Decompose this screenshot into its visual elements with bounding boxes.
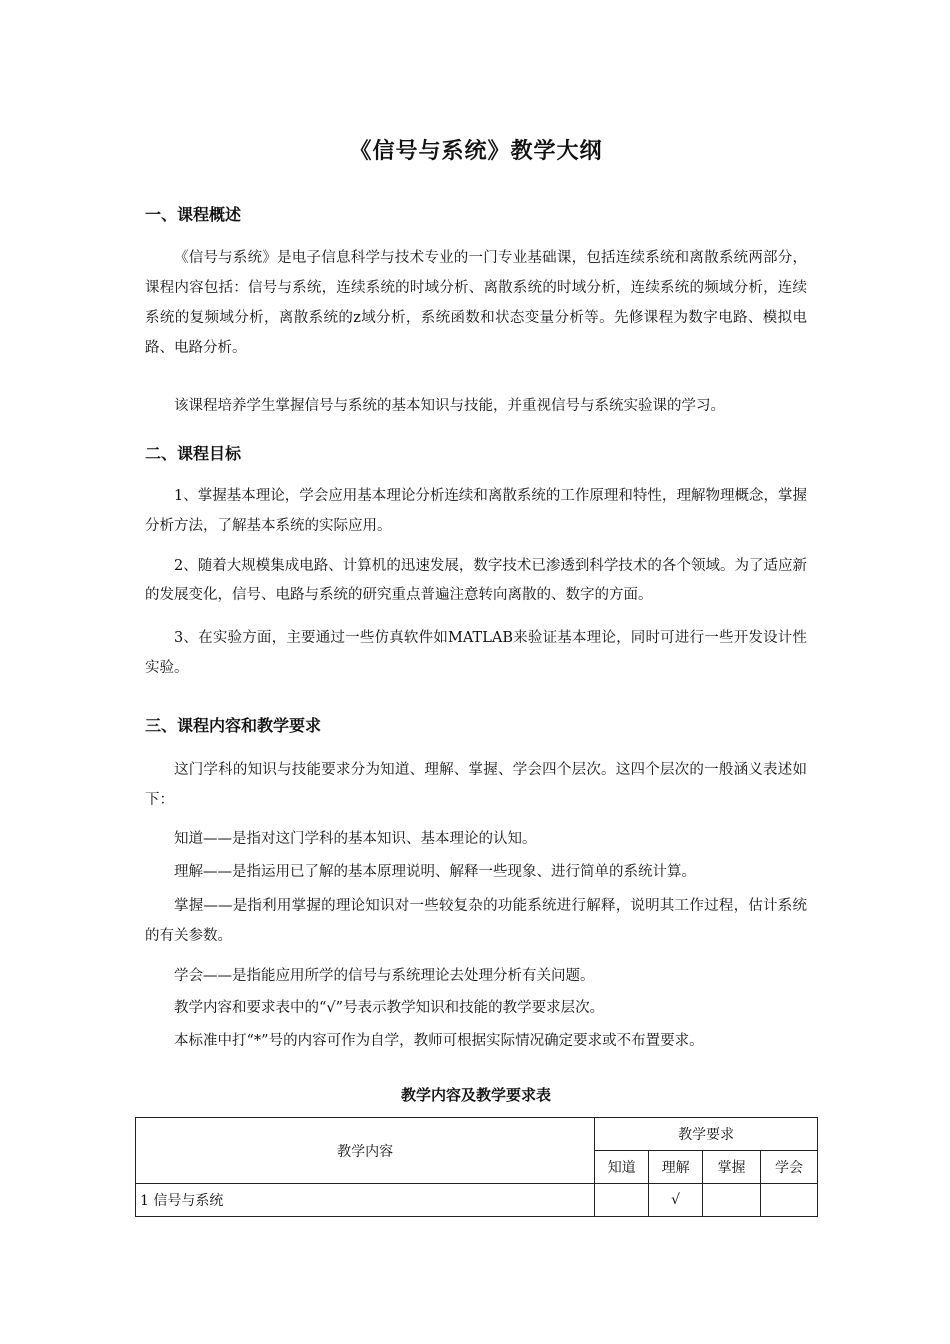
- row-content: 1 信号与系统: [136, 1184, 595, 1217]
- row-know: [595, 1184, 649, 1217]
- overview-paragraph-1: 《信号与系统》是电子信息科学与技术专业的一门专业基础课，包括连续系统和离散系统两部分，课程内容包括：信号与系统，连续系统的时域分析、离散系统的时域分析，连续系统的频域分析，连续系统的复频域分析，离散系统的z域分析，系统函数和状态变量分析等。先修课程为数字电路、模拟电路、电路分析。: [145, 250, 807, 356]
- level-know: 知道——是指对这门学科的基本知识、基本理论的认知。: [174, 831, 537, 847]
- row-understand: √: [649, 1184, 703, 1217]
- content-paragraph-1: 这门学科的知识与技能要求分为知道、理解、掌握、学会四个层次。这四个层次的一般涵义表述如下：: [145, 762, 807, 808]
- level-master: 掌握——是指利用掌握的理论知识对一些较复杂的功能系统进行解释，说明其工作过程，估计系统的有关参数。: [145, 898, 807, 944]
- table-row: [136, 1184, 818, 1217]
- requirements-table: [135, 1117, 818, 1217]
- document-title: 《信号与系统》教学大纲: [349, 139, 603, 164]
- level-understand: 理解——是指运用已了解的基本原理说明、解释一些现象、进行简单的系统计算。: [174, 864, 696, 880]
- objective-1: 1、掌握基本理论，学会应用基本理论分析连续和离散系统的工作原理和特性，理解物理概念，掌握分析方法，了解基本系统的实际应用。: [145, 488, 807, 534]
- table-caption: 教学内容及教学要求表: [400, 1086, 551, 1104]
- objective-3: 3、在实验方面，主要通过一些仿真软件如MATLAB来验证基本理论，同时可进行一些开发设计性实验。: [145, 630, 807, 676]
- level-learn: 学会——是指能应用所学的信号与系统理论去处理分析有关问题。: [174, 968, 595, 984]
- header-level-know: 知道: [595, 1151, 649, 1184]
- section-heading-content: 三、课程内容和教学要求: [145, 716, 322, 735]
- check-mark-note: 教学内容和要求表中的“√”号表示教学知识和技能的教学要求层次。: [174, 1000, 605, 1016]
- section-heading-overview: 一、课程概述: [145, 205, 242, 224]
- row-learn: [761, 1184, 818, 1217]
- asterisk-note: 本标准中打“*”号的内容可作为自学，教师可根据实际情况确定要求或不布置要求。: [174, 1033, 704, 1049]
- objective-2: 2、随着大规模集成电路、计算机的迅速发展，数字技术已渗透到科学技术的各个领域。为了适应新的发展变化，信号、电路与系统的研究重点普遍注意转向离散的、数字的方面。: [145, 558, 807, 603]
- header-teaching-requirements: 教学要求: [595, 1118, 818, 1151]
- header-level-master: 掌握: [703, 1151, 761, 1184]
- row-master: [703, 1184, 761, 1217]
- section-heading-objectives: 二、课程目标: [145, 444, 242, 463]
- header-level-learn: 学会: [761, 1151, 818, 1184]
- header-level-understand: 理解: [649, 1151, 703, 1184]
- overview-paragraph-2: 该课程培养学生掌握信号与系统的基本知识与技能，并重视信号与系统实验课的学习。: [174, 398, 725, 414]
- header-teaching-content: 教学内容: [136, 1118, 595, 1184]
